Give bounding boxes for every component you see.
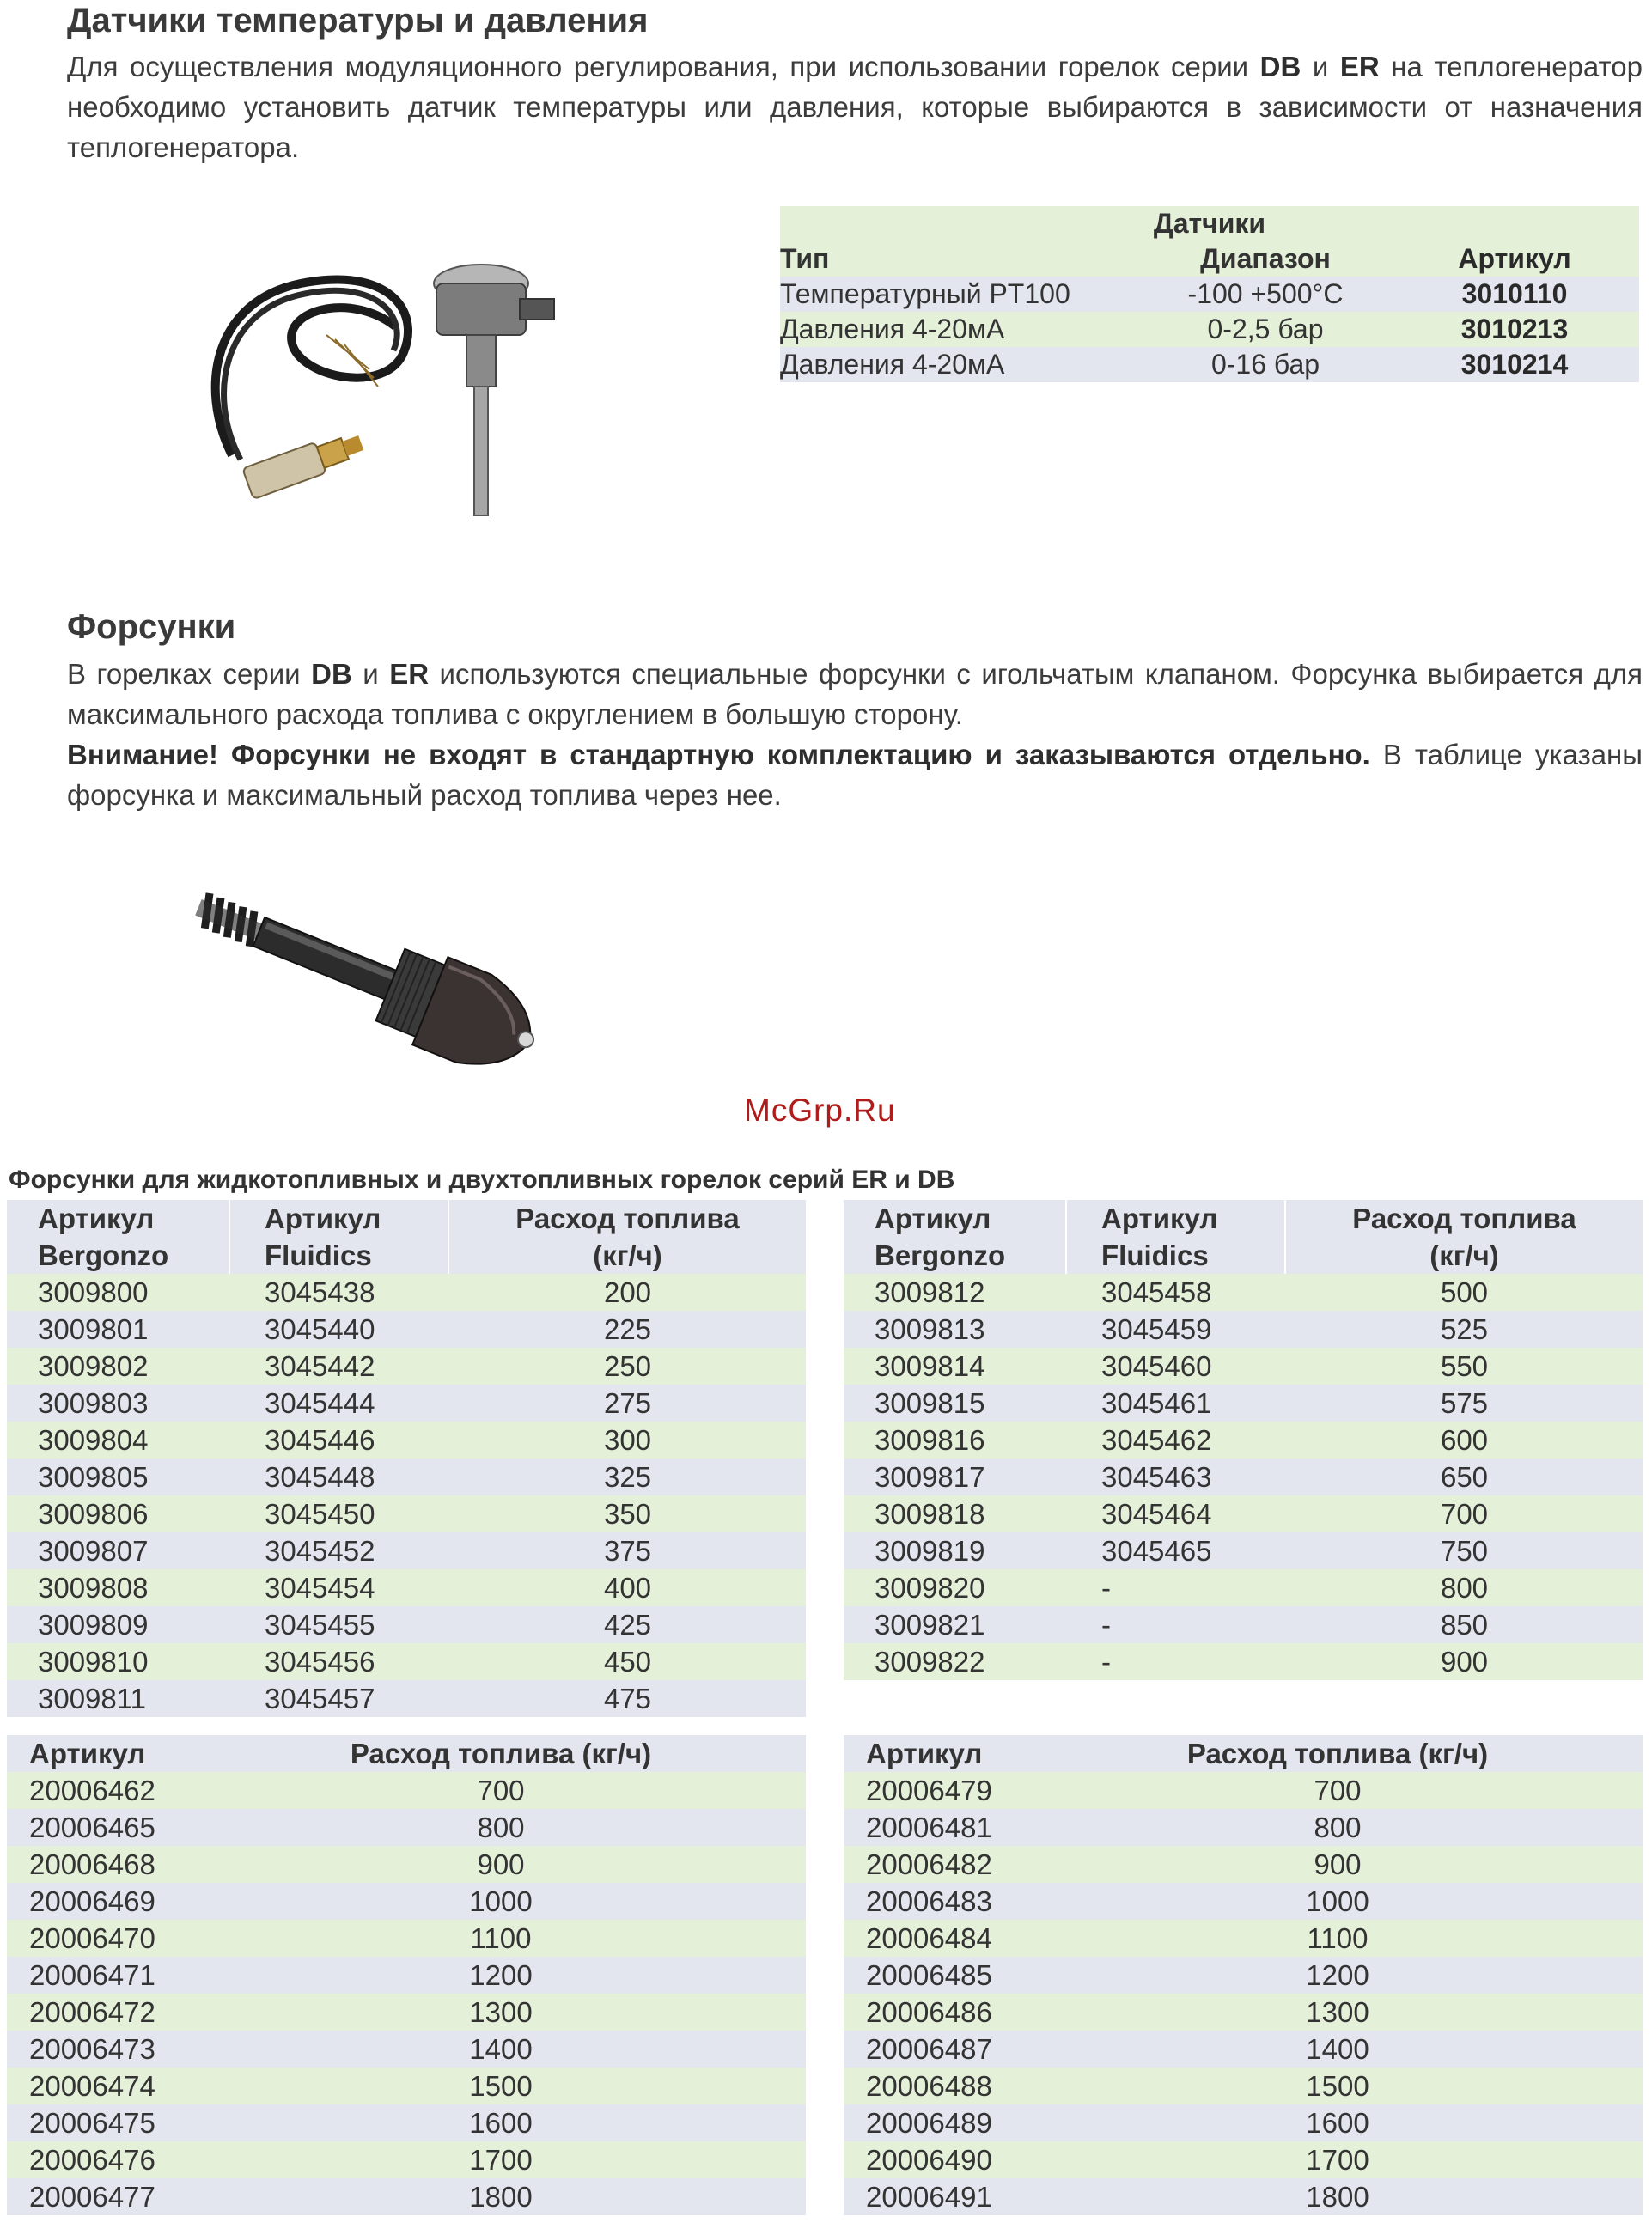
table-cell: 3009813 xyxy=(875,1312,985,1345)
table-cell: 20006470 xyxy=(29,1921,155,1954)
table-row xyxy=(7,2104,806,2141)
table-cell: 3045450 xyxy=(265,1497,375,1530)
table-cell: 300 xyxy=(603,1423,652,1456)
table-cell: 700 xyxy=(477,1774,525,1806)
table-cell: 20006476 xyxy=(29,2143,155,2176)
table-cell: 20006485 xyxy=(866,1958,992,1991)
table-cell: 250 xyxy=(603,1349,652,1382)
table-row xyxy=(7,1422,806,1459)
table-cell: 1100 xyxy=(470,1921,532,1954)
table-cell: 1000 xyxy=(1306,1885,1369,1917)
table-cell: 3045452 xyxy=(265,1534,375,1567)
table-row xyxy=(7,1643,806,1680)
table-cell: 1500 xyxy=(1306,2069,1369,2102)
sensors-heading: Датчики температуры и давления xyxy=(67,2,649,40)
table-row xyxy=(7,1883,806,1920)
table-row xyxy=(7,2068,806,2104)
table-row xyxy=(7,2178,806,2215)
table-cell: 3045444 xyxy=(265,1386,375,1419)
table-cell: 3009815 xyxy=(875,1386,985,1419)
table-row xyxy=(844,1772,1643,1809)
table-row xyxy=(844,1274,1643,1311)
table-row xyxy=(7,1809,806,1846)
nozzle-table-caption: Форсунки для жидкотопливных и двухтопливных горелок серий ER и DB xyxy=(9,1166,955,1194)
sensors-table-title: Датчики xyxy=(780,206,1639,241)
table-cell: 700 xyxy=(1440,1497,1489,1530)
table-row xyxy=(844,1459,1643,1495)
table-cell: 850 xyxy=(1440,1608,1489,1641)
table-cell: - xyxy=(1101,1645,1111,1678)
table-cell: 375 xyxy=(603,1534,652,1567)
table-cell: 3009804 xyxy=(38,1423,149,1456)
table-row xyxy=(844,2178,1643,2215)
table-cell: 425 xyxy=(603,1608,652,1641)
sensors-table xyxy=(780,206,1639,382)
table-header: Артикул Bergonzo Артикул Fluidics Расход топлива (кг/ч) xyxy=(844,1200,1643,1274)
table-row: Давления 4-20мА 0-16 бар 3010214 xyxy=(780,347,1639,382)
table-row xyxy=(7,1569,806,1606)
table-cell: 3045448 xyxy=(265,1460,375,1493)
table-cell: 275 xyxy=(603,1386,652,1419)
table-row xyxy=(844,1883,1643,1920)
table-row xyxy=(7,1920,806,1957)
table-row xyxy=(844,1495,1643,1532)
table-cell: 3045462 xyxy=(1101,1423,1212,1456)
table-row xyxy=(7,1606,806,1643)
table-cell: 3009817 xyxy=(875,1460,985,1493)
table-cell: 3009816 xyxy=(875,1423,985,1456)
sensors-intro: Для осуществления модуляционного регулирования, при использовании горелок серии DB и ER на теплогенератор необходимо установить датчик температуры или давления, которые выбираются в зависимости от назначения теплогенератора. xyxy=(67,51,1643,163)
table-cell: 20006477 xyxy=(29,2180,155,2213)
table-cell: 3045456 xyxy=(265,1645,375,1678)
table-cell: 3009819 xyxy=(875,1534,985,1567)
table-row xyxy=(7,1274,806,1311)
table-cell: 1700 xyxy=(469,2143,533,2176)
table-cell: 525 xyxy=(1440,1312,1489,1345)
table-cell: 1800 xyxy=(469,2180,533,2213)
table-cell: 1300 xyxy=(469,1995,533,2028)
table-cell: 800 xyxy=(1440,1571,1489,1604)
table-cell: 550 xyxy=(1440,1349,1489,1382)
table-cell: 3045459 xyxy=(1101,1312,1212,1345)
table-cell: 3045455 xyxy=(265,1608,375,1641)
table-cell: 20006465 xyxy=(29,1811,155,1843)
table-cell: 20006491 xyxy=(866,2180,992,2213)
table-cell: 3009821 xyxy=(875,1608,985,1641)
table-cell: 3009800 xyxy=(38,1276,149,1308)
nozzle-table-right xyxy=(844,1200,1643,1680)
table-cell: 3045463 xyxy=(1101,1460,1212,1493)
table-cell: 3045454 xyxy=(265,1571,375,1604)
table-row xyxy=(7,2031,806,2068)
table-cell: 3009806 xyxy=(38,1497,149,1530)
table-cell: 800 xyxy=(1314,1811,1362,1843)
table-cell: 20006484 xyxy=(866,1921,992,1954)
table-cell: 700 xyxy=(1314,1774,1362,1806)
table-cell: 1000 xyxy=(469,1885,533,1917)
table-cell: 3009805 xyxy=(38,1460,149,1493)
table-cell: - xyxy=(1101,1571,1111,1604)
table-row xyxy=(7,1532,806,1569)
table-cell: - xyxy=(1101,1608,1111,1641)
table-cell: 325 xyxy=(603,1460,652,1493)
table-cell: 450 xyxy=(603,1645,652,1678)
table-cell: 3045460 xyxy=(1101,1349,1212,1382)
table-cell: 1300 xyxy=(1306,1995,1369,2028)
table-cell: 3009818 xyxy=(875,1497,985,1530)
table-row: Давления 4-20мА 0-2,5 бар 3010213 xyxy=(780,312,1639,347)
table-cell: 20006483 xyxy=(866,1885,992,1917)
table-cell: 3009801 xyxy=(38,1312,149,1345)
table-row xyxy=(844,2031,1643,2068)
table-row xyxy=(7,1772,806,1809)
table-cell: 575 xyxy=(1440,1386,1489,1419)
table-row xyxy=(844,2141,1643,2178)
table-cell: 20006471 xyxy=(29,1958,155,1991)
table-row xyxy=(7,1957,806,1994)
table-cell: 1600 xyxy=(1306,2106,1369,2139)
nozzle-table-left xyxy=(7,1200,806,1717)
table-cell: 650 xyxy=(1440,1460,1489,1493)
table-cell: 1100 xyxy=(1307,1921,1369,1954)
table-cell: 20006475 xyxy=(29,2106,155,2139)
table-cell: 3045440 xyxy=(265,1312,375,1345)
table-cell: 1400 xyxy=(1306,2032,1369,2065)
table-cell: 900 xyxy=(477,1848,525,1880)
table-row xyxy=(844,1643,1643,1680)
table-cell: 20006487 xyxy=(866,2032,992,2065)
table-cell: 225 xyxy=(603,1312,652,1345)
sensors-table-header: Тип Диапазон Артикул xyxy=(780,241,1639,277)
table-cell: 20006472 xyxy=(29,1995,155,2028)
table-row xyxy=(844,1994,1643,2031)
nozzle-table-bottom-left xyxy=(7,1735,806,2215)
table-cell: 20006486 xyxy=(866,1995,992,2028)
table-header: Артикул Расход топлива (кг/ч) xyxy=(7,1735,806,1772)
table-cell: 800 xyxy=(477,1811,525,1843)
table-cell: 20006469 xyxy=(29,1885,155,1917)
table-row xyxy=(844,1422,1643,1459)
table-row xyxy=(844,2068,1643,2104)
watermark: McGrp.Ru xyxy=(744,1093,896,1128)
table-row xyxy=(844,1385,1643,1422)
table-cell: 1200 xyxy=(1306,1958,1369,1991)
table-cell: 20006482 xyxy=(866,1848,992,1880)
table-cell: 3045461 xyxy=(1101,1386,1212,1419)
nozzles-intro: В горелках серии DB и ER используются специальные форсунки с игольчатым клапаном. Форсунка выбирается для максимального расхода топлива с округлением в большую сторону. Внимание! Форсунки не входят в стандартную комплектацию и заказываются отдельно. В таблице указаны форсунка и максимальный расход топлива через нее. xyxy=(67,658,1643,811)
table-row xyxy=(844,2104,1643,2141)
table-cell: 3009820 xyxy=(875,1571,985,1604)
nozzle-photo xyxy=(163,889,558,1112)
table-row xyxy=(7,1459,806,1495)
table-cell: 3009811 xyxy=(38,1682,147,1714)
table-cell: 750 xyxy=(1440,1534,1489,1567)
table-cell: 3009810 xyxy=(38,1645,149,1678)
table-cell: 20006474 xyxy=(29,2069,155,2102)
table-cell: 200 xyxy=(603,1276,652,1308)
table-cell: 900 xyxy=(1314,1848,1362,1880)
table-cell: 3045442 xyxy=(265,1349,375,1382)
table-cell: 20006490 xyxy=(866,2143,992,2176)
table-cell: 1500 xyxy=(469,2069,533,2102)
table-cell: 3009803 xyxy=(38,1386,149,1419)
table-cell: 3045465 xyxy=(1101,1534,1212,1567)
table-row xyxy=(7,1680,806,1717)
table-cell: 20006489 xyxy=(866,2106,992,2139)
table-cell: 900 xyxy=(1440,1645,1489,1678)
table-cell: 3009809 xyxy=(38,1608,149,1641)
table-cell: 1800 xyxy=(1306,2180,1369,2213)
table-cell: 3045458 xyxy=(1101,1276,1212,1308)
table-cell: 1700 xyxy=(1306,2143,1369,2176)
table-row xyxy=(7,1311,806,1348)
table-cell: 1400 xyxy=(469,2032,533,2065)
table-cell: 3009807 xyxy=(38,1534,149,1567)
table-cell: 20006473 xyxy=(29,2032,155,2065)
table-cell: 1200 xyxy=(469,1958,533,1991)
table-row: Температурный PT100 -100 +500°C 3010110 xyxy=(780,277,1639,312)
table-row xyxy=(844,1569,1643,1606)
table-cell: 350 xyxy=(603,1497,652,1530)
table-cell: 400 xyxy=(603,1571,652,1604)
table-cell: 3045457 xyxy=(265,1682,375,1714)
table-cell: 475 xyxy=(603,1682,652,1714)
table-cell: 1600 xyxy=(469,2106,533,2139)
table-cell: 20006468 xyxy=(29,1848,155,1880)
nozzle-table-bottom-right xyxy=(844,1735,1643,2215)
table-header: Артикул Расход топлива (кг/ч) xyxy=(844,1735,1643,1772)
table-row xyxy=(844,1920,1643,1957)
table-cell: 3045438 xyxy=(265,1276,375,1308)
table-cell: 600 xyxy=(1440,1423,1489,1456)
table-cell: 3009808 xyxy=(38,1571,149,1604)
table-row xyxy=(7,1385,806,1422)
table-row xyxy=(844,1348,1643,1385)
table-row xyxy=(844,1809,1643,1846)
table-cell: 500 xyxy=(1440,1276,1489,1308)
table-row xyxy=(7,1495,806,1532)
table-row xyxy=(844,1532,1643,1569)
table-cell: 20006462 xyxy=(29,1774,155,1806)
table-row xyxy=(7,1994,806,2031)
nozzles-heading: Форсунки xyxy=(67,608,236,646)
table-header: Артикул Bergonzo Артикул Fluidics Расход топлива (кг/ч) xyxy=(7,1200,806,1274)
table-row xyxy=(844,1846,1643,1883)
table-cell: 3045446 xyxy=(265,1423,375,1456)
table-cell: 3045464 xyxy=(1101,1497,1212,1530)
table-cell: 3009814 xyxy=(875,1349,985,1382)
table-cell: 3009812 xyxy=(875,1276,985,1308)
sensors-photo xyxy=(198,249,567,524)
table-cell: 20006488 xyxy=(866,2069,992,2102)
table-row xyxy=(844,1957,1643,1994)
table-cell: 20006479 xyxy=(866,1774,992,1806)
table-row xyxy=(7,1846,806,1883)
table-cell: 3009822 xyxy=(875,1645,985,1678)
table-cell: 20006481 xyxy=(866,1811,992,1843)
table-cell: 3009802 xyxy=(38,1349,149,1382)
table-row xyxy=(844,1311,1643,1348)
table-row xyxy=(7,2141,806,2178)
table-row xyxy=(844,1606,1643,1643)
table-row xyxy=(7,1348,806,1385)
